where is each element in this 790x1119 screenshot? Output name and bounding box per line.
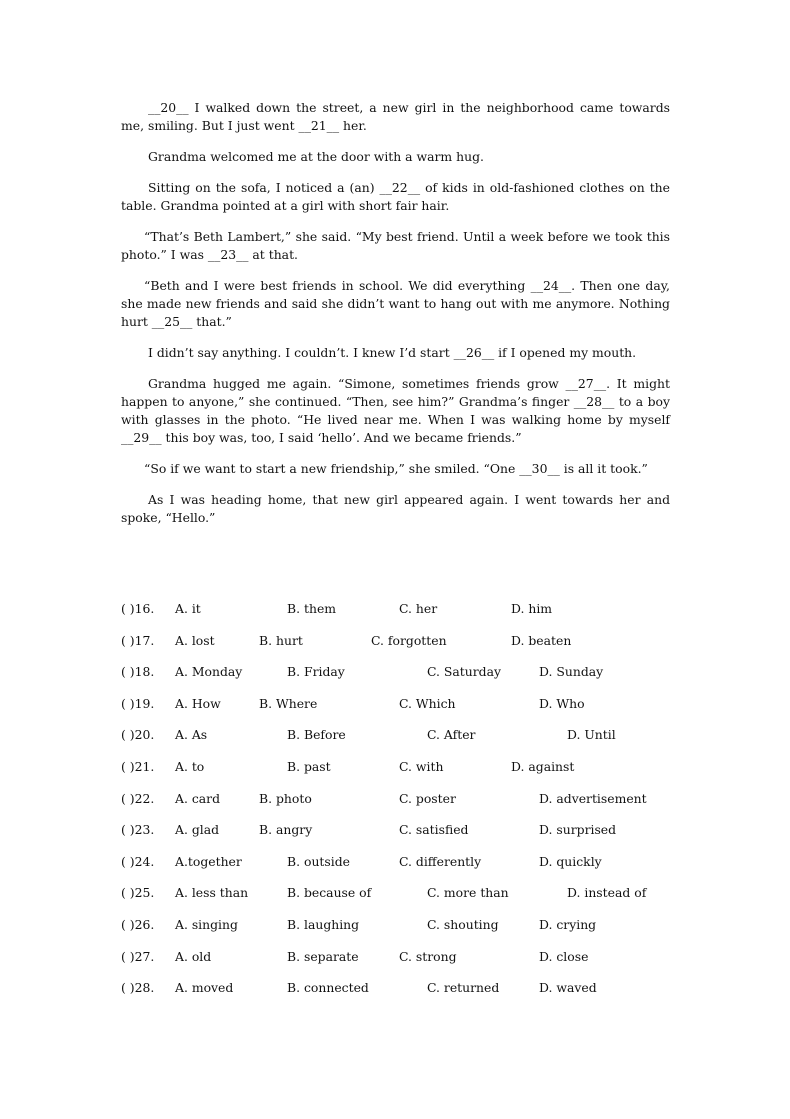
option-a: A. moved (175, 980, 234, 996)
passage-paragraph: Sitting on the sofa, I noticed a (an) __22__ of kids in old-fashioned clothes on the table. Grandma pointed at a girl with short fair hair. (121, 180, 670, 213)
option-a: A. old (175, 948, 212, 964)
option-b: B. outside (287, 853, 350, 869)
question-number: ( )21. (121, 758, 155, 774)
question-row (121, 726, 681, 758)
option-d: D. against (511, 758, 575, 774)
question-number: ( )25. (121, 885, 155, 901)
option-c: C. strong (399, 948, 457, 964)
question-row (121, 948, 681, 980)
option-d: D. Sunday (539, 664, 604, 680)
option-d: D. crying (539, 916, 597, 932)
option-c: C. forgotten (371, 632, 447, 648)
passage-paragraph: __20__ I walked down the street, a new girl in the neighborhood came towards me, smiling. But I just went __21__ her. (121, 100, 670, 133)
question-number: ( )24. (121, 853, 155, 869)
option-a: A.together (175, 853, 242, 869)
option-c: C. poster (399, 790, 456, 806)
option-b: B. laughing (287, 916, 360, 932)
option-b: B. them (287, 601, 337, 616)
question-number: ( )27. (121, 948, 155, 964)
option-a: A. it (175, 601, 201, 616)
option-c: C. her (399, 601, 438, 616)
question-number: ( )16. (121, 601, 155, 616)
option-d: D. instead of (567, 885, 647, 901)
option-c: C. with (399, 758, 444, 774)
option-d: D. Who (539, 695, 585, 711)
option-a: A. As (175, 727, 208, 743)
option-a: A. less than (175, 885, 249, 901)
option-d: D. close (539, 948, 589, 964)
question-number: ( )20. (121, 727, 155, 743)
option-c: C. returned (427, 980, 500, 996)
question-number: ( )19. (121, 695, 155, 711)
question-number: ( )26. (121, 916, 155, 932)
option-d: D. surprised (539, 822, 617, 838)
option-b: B. Where (259, 695, 318, 711)
question-row (121, 632, 681, 664)
option-d: D. him (511, 601, 553, 616)
option-a: A. to (175, 758, 205, 774)
option-d: D. quickly (539, 853, 602, 869)
option-b: B. separate (287, 948, 359, 964)
option-a: A. Monday (175, 664, 243, 680)
question-row (121, 695, 681, 727)
option-b: B. because of (287, 885, 372, 901)
reading-passage (121, 99, 670, 540)
option-a: A. lost (175, 632, 215, 648)
option-c: C. satisfied (399, 822, 469, 838)
option-c: C. Saturday (427, 664, 501, 680)
option-b: B. Before (287, 727, 346, 743)
option-b: B. connected (287, 980, 369, 996)
passage-paragraph: “Beth and I were best friends in school. We did everything __24__. Then one day, she made new friends and said she didn’t want to hang out with me anymore. Nothing hurt __25__ that.” (121, 278, 670, 329)
option-d: D. advertisement (539, 790, 647, 806)
question-row (121, 916, 681, 948)
passage-paragraph: Grandma welcomed me at the door with a warm hug. (148, 149, 484, 164)
option-b: B. hurt (259, 632, 303, 648)
option-d: D. Until (567, 727, 616, 743)
passage-paragraph: “That’s Beth Lambert,” she said. “My best friend. Until a week before we took this photo.” I was __23__ at that. (121, 229, 670, 262)
option-a: A. How (175, 695, 221, 711)
option-c: C. shouting (427, 916, 499, 932)
passage-paragraph: I didn’t say anything. I couldn’t. I knew I’d start __26__ if I opened my mouth. (148, 345, 637, 360)
option-c: C. After (427, 727, 476, 743)
question-number: ( )28. (121, 980, 155, 996)
option-b: B. angry (259, 822, 313, 838)
question-row (121, 790, 681, 822)
option-a: A. singing (175, 916, 238, 932)
question-row (121, 758, 681, 790)
question-row (121, 600, 681, 632)
question-row (121, 853, 681, 885)
question-number: ( )23. (121, 822, 155, 838)
option-b: B. past (287, 758, 331, 774)
option-a: A. card (175, 790, 221, 806)
option-d: D. beaten (511, 632, 572, 648)
passage-paragraph: “So if we want to start a new friendship,” she smiled. “One __30__ is all it took.” (144, 461, 648, 476)
option-c: C. more than (427, 885, 509, 901)
question-number: ( )17. (121, 632, 155, 648)
question-row (121, 821, 681, 853)
option-d: D. waved (539, 980, 597, 996)
option-b: B. Friday (287, 664, 345, 680)
option-b: B. photo (259, 790, 312, 806)
passage-paragraph: Grandma hugged me again. “Simone, sometimes friends grow __27__. It might happen to anyone,” she continued. “Then, see him?” Grandma’s finger __28__ to a boy with glasses in the photo. “He lived near me. When I was walking home by myself __29__ this boy was, too, I said ‘hello’. And we became friends.” (121, 376, 670, 445)
question-number: ( )22. (121, 790, 155, 806)
question-row (121, 663, 681, 695)
question-list (121, 600, 681, 1011)
option-a: A. glad (175, 822, 220, 838)
passage-paragraph: As I was heading home, that new girl appeared again. I went towards her and spoke, “Hello.” (121, 492, 670, 525)
question-row (121, 884, 681, 916)
question-number: ( )18. (121, 664, 155, 680)
option-c: C. Which (399, 695, 456, 711)
question-row (121, 979, 681, 1011)
option-c: C. differently (399, 853, 482, 869)
